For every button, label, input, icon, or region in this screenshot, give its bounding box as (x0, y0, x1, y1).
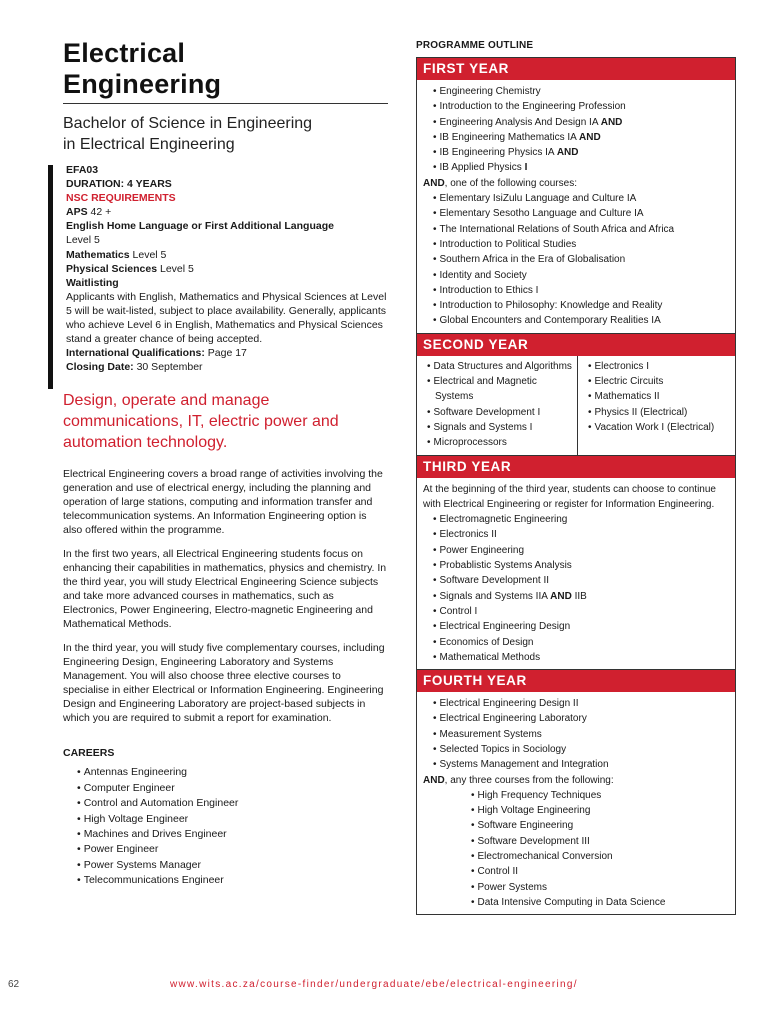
tagline: Design, operate and manage communications, IT, electric power and automation technology. (63, 392, 339, 452)
course-suffix: I (524, 162, 528, 174)
course-name: Engineering Analysis And Design IA (439, 116, 601, 128)
first-year-core-list (423, 84, 731, 176)
course-item: • Electronics I (588, 359, 731, 374)
course-item: • Global Encounters and Contemporary Realities IA (433, 313, 731, 328)
intl-label: International Qualifications: (66, 347, 205, 360)
description-paragraph: In the first two years, all Electrical Engineering students focus on enhancing their capabilities in mathematics, physics and chemistry. In the third year, you will study Electrical Engineering Science subjects and take more advanced courses in mathematics, such as Electronics, Power Engineering, Electro-magnetic Engineering and Mathematical Methods. (63, 548, 387, 631)
degree-name (63, 113, 388, 155)
course-item: • Systems Management and Integration (433, 757, 731, 772)
course-item: • Electrical Engineering Design II (433, 696, 731, 711)
course-item: • Microprocessors (427, 435, 573, 450)
first-year-body (417, 80, 735, 333)
second-year-column-2 (578, 356, 735, 455)
second-year-list-1 (423, 359, 573, 451)
course-item (433, 130, 731, 145)
international-qualifications (66, 346, 388, 360)
physics-label: Physical Sciences (66, 262, 158, 275)
course-suffix: AND (600, 116, 623, 128)
programme-outline-box (416, 57, 736, 915)
third-year-list (423, 512, 731, 665)
second-year-column-1 (417, 356, 578, 455)
waitlisting-label: Waitlisting (66, 276, 119, 289)
programme-outline-heading: PROGRAMME OUTLINE (416, 40, 534, 51)
course-item (433, 99, 731, 114)
course-item: • Data Intensive Computing in Data Science (471, 895, 731, 910)
maths-label: Mathematics (66, 248, 130, 261)
career-item: • Computer Engineer (77, 781, 388, 796)
course-item: • The International Relations of South Africa and Africa (433, 222, 731, 237)
course-item: • Control II (471, 864, 731, 879)
course-item: • Elementary IsiZulu Language and Culture IA (433, 191, 731, 206)
and-text: , any three courses from the following: (444, 774, 614, 786)
closing-label: Closing Date: (66, 361, 134, 374)
career-item: • Power Engineer (77, 842, 388, 857)
course-item (433, 160, 731, 175)
fourth-year-elective-list (423, 788, 731, 910)
course-item (433, 589, 731, 604)
course-item: • Selected Topics in Sociology (433, 742, 731, 757)
page-title (63, 38, 388, 100)
third-year-intro: At the beginning of the third year, students can choose to continue with Electrical Engineering or register for Information Engineering. (423, 483, 716, 510)
course-name-suffix: IIB (571, 590, 587, 602)
and-keyword: AND (550, 590, 572, 602)
course-item: • Control I (433, 604, 731, 619)
and-text: , one of the following courses: (444, 177, 577, 189)
course-item: • Software Development II (433, 573, 731, 588)
first-year-and-note (423, 176, 731, 191)
degree-line-2: in Electrical Engineering (63, 136, 235, 153)
course-item: • Electrical and Magnetic Systems (427, 374, 573, 405)
course-suffix: AND (579, 131, 601, 143)
careers-heading: CAREERS (63, 747, 115, 760)
course-item: • Electrical Engineering Laboratory (433, 711, 731, 726)
fourth-year-core-list (423, 696, 731, 772)
fourth-year-and-note (423, 773, 731, 788)
course-item: • Electromechanical Conversion (471, 849, 731, 864)
course-item: • Mathematics II (588, 389, 731, 404)
career-item: • Telecommunications Engineer (77, 873, 388, 888)
left-column (63, 38, 388, 889)
course-item: • High Voltage Engineering (471, 803, 731, 818)
first-year-elective-list (423, 191, 731, 329)
english-value: Level 5 (66, 234, 100, 247)
programme-code: EFA03 (66, 164, 99, 176)
course-name: IB Engineering Physics IA (439, 147, 557, 159)
career-item: • Antennas Engineering (77, 765, 388, 780)
physics-value: Level 5 (157, 262, 194, 275)
physics-requirement (66, 262, 388, 276)
english-label: English Home Language or First Additional Language (66, 220, 334, 233)
requirements-accent-bar (48, 165, 53, 389)
course-name: IB Applied Physics (439, 162, 525, 174)
aps-label: APS (66, 206, 88, 219)
maths-requirement (66, 248, 388, 262)
course-item: • Power Systems (471, 880, 731, 895)
course-item: • Economics of Design (433, 635, 731, 650)
course-item (433, 115, 731, 130)
duration: DURATION: 4 YEARS (66, 178, 172, 191)
course-item: • Electromagnetic Engineering (433, 512, 731, 527)
course-item (433, 84, 731, 99)
course-item: • Software Development III (471, 834, 731, 849)
course-item: • Identity and Society (433, 268, 731, 283)
course-item: • Electric Circuits (588, 374, 731, 389)
page-number: 62 (8, 979, 20, 990)
course-item: • Vacation Work I (Electrical) (588, 420, 731, 435)
course-name: Introduction to the Engineering Profession (439, 101, 626, 113)
course-item: • Software Engineering (471, 818, 731, 833)
career-item: • Machines and Drives Engineer (77, 827, 388, 842)
course-name: IB Engineering Mathematics IA (439, 131, 580, 143)
course-item: • Electronics II (433, 527, 731, 542)
first-year-heading: FIRST YEAR (417, 57, 735, 80)
intl-value: Page 17 (204, 347, 247, 360)
closing-value: 30 September (133, 361, 203, 374)
programme-outline (416, 40, 736, 915)
course-item: • Physics II (Electrical) (588, 405, 731, 420)
course-name: Signals and Systems IIA (439, 590, 551, 602)
course-item (433, 145, 731, 160)
title-line-2: Engineering (63, 69, 222, 99)
fourth-year-heading: FOURTH YEAR (417, 669, 735, 692)
course-item: • Data Structures and Algorithms (427, 359, 573, 374)
careers-list (63, 765, 388, 888)
course-item: • Elementary Sesotho Language and Culture IA (433, 206, 731, 221)
career-item: • Power Systems Manager (77, 858, 388, 873)
second-year-list-2 (584, 359, 731, 435)
fourth-year-body (417, 692, 735, 914)
waitlisting-text: Applicants with English, Mathematics and Physical Sciences at Level 5 will be wait-listed, subject to place availability. Generally, applicants who achieve Level 6 in English, Mathematics and Physical Sciences stand a greater chance of being accepted. (66, 290, 387, 346)
career-item: • High Voltage Engineer (77, 812, 388, 827)
description-paragraph: In the third year, you will study five complementary courses, including Engineering Design, Engineering Laboratory and Systems Management. You will also choose three elective courses to specialise in either Electrical or Information Engineering. Engineering Design and Engineering Laboratory are project-based subjects in which you are required to submit a report for examination. (63, 642, 385, 725)
course-item: • Mathematical Methods (433, 650, 731, 665)
course-item: • Probablistic Systems Analysis (433, 558, 731, 573)
closing-date (66, 360, 388, 374)
aps-requirement (66, 205, 388, 219)
course-name: Engineering Chemistry (439, 86, 541, 97)
degree-line-1: Bachelor of Science in Engineering (63, 115, 313, 132)
title-line-1: Electrical (63, 38, 186, 68)
and-keyword: AND (423, 774, 445, 786)
nsc-heading: NSC REQUIREMENTS (66, 192, 176, 205)
course-item: • Signals and Systems I (427, 420, 573, 435)
course-item: • Introduction to Philosophy: Knowledge and Reality (433, 298, 731, 313)
third-year-heading: THIRD YEAR (417, 455, 735, 478)
course-item: • Software Development I (427, 405, 573, 420)
course-item: • Measurement Systems (433, 727, 731, 742)
course-suffix: AND (556, 147, 579, 159)
title-divider (63, 103, 388, 104)
course-item: • Introduction to Political Studies (433, 237, 731, 252)
course-item: • Introduction to Ethics I (433, 283, 731, 298)
second-year-heading: SECOND YEAR (417, 333, 735, 356)
footer-link[interactable]: www.wits.ac.za/course-finder/undergraduate/ebe/electrical-engineering/ (170, 979, 578, 990)
requirements-block (63, 163, 388, 374)
course-item: • Southern Africa in the Era of Globalisation (433, 252, 731, 267)
third-year-body (417, 478, 735, 670)
aps-value: 42 + (87, 206, 112, 219)
and-keyword: AND (423, 177, 445, 189)
course-item: • Electrical Engineering Design (433, 619, 731, 634)
career-item: • Control and Automation Engineer (77, 796, 388, 811)
second-year-body (417, 356, 735, 455)
description-paragraph: Electrical Engineering covers a broad range of activities involving the generation and use of electrical energy, including the planning and operation of large stations, computing and information transfer and telecommunication systems. An Information Engineering option is also offered within the programme. (63, 468, 383, 537)
maths-value: Level 5 (129, 248, 167, 261)
course-item: • Power Engineering (433, 543, 731, 558)
course-item: • High Frequency Techniques (471, 788, 731, 803)
